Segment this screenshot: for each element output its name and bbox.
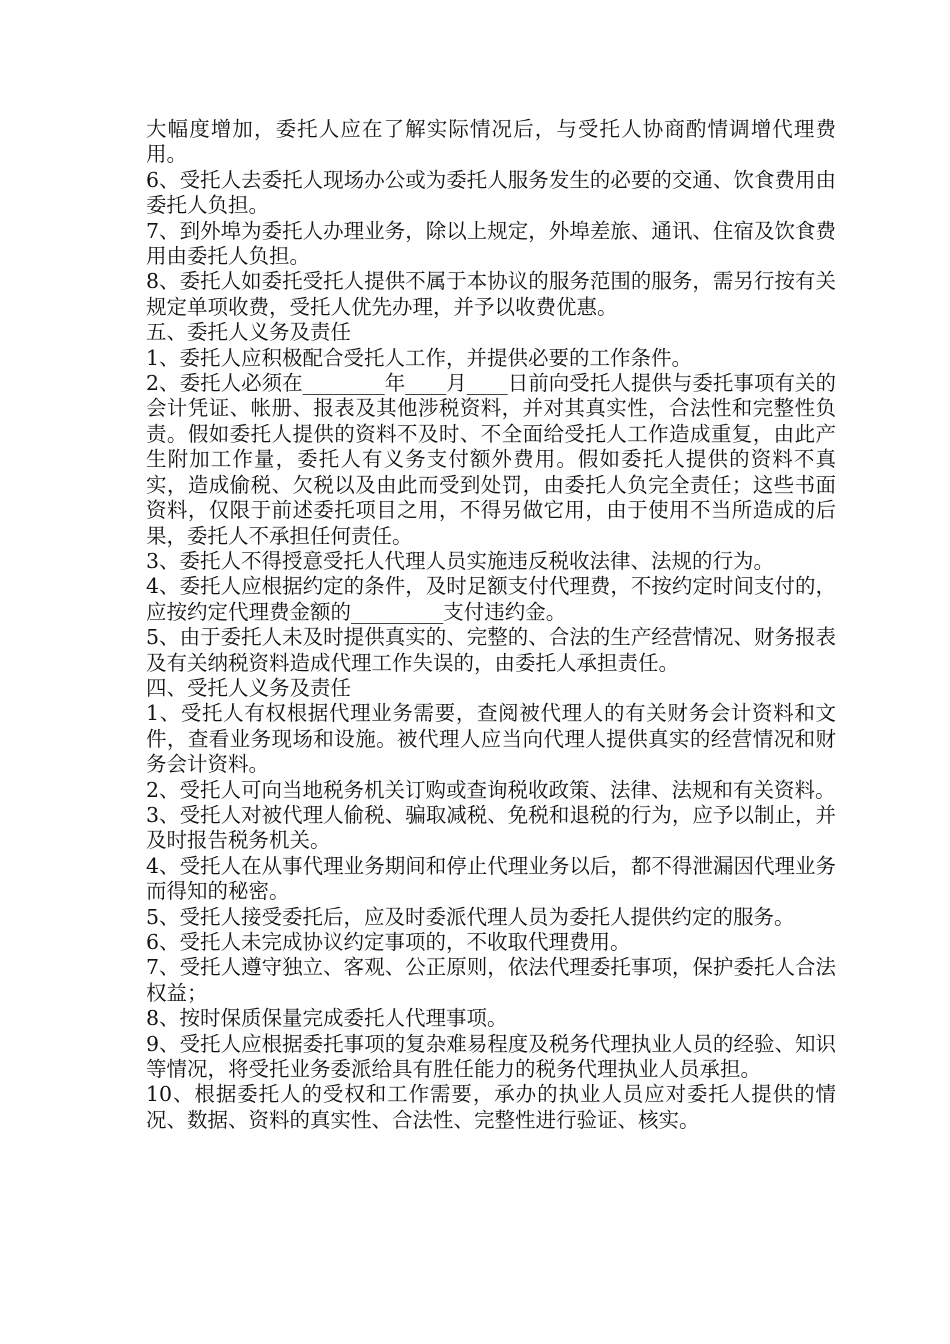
paragraph-client-5: 5、由于委托人未及时提供真实的、完整的、合法的生产经营情况、财务报表及有关纳税资料造成代理工作失误的，由委托人承担责任。	[146, 625, 836, 675]
paragraph-continued-fee-adjustment: 大幅度增加，委托人应在了解实际情况后，与受托人协商酌情调增代理费用。	[146, 117, 836, 167]
paragraph-agent-5: 5、受托人接受委托后，应及时委派代理人员为委托人提供约定的服务。	[146, 904, 795, 929]
paragraph-client-3: 3、委托人不得授意受托人代理人员实施违反税收法律、法规的行为。	[146, 548, 775, 573]
paragraph-agent-10: 10、根据委托人的受权和工作需要，承办的执业人员应对委托人提供的情况、数据、资料的真实性、合法性、完整性进行验证、核实。	[146, 1082, 836, 1132]
paragraph-client-1: 1、委托人应积极配合受托人工作，并提供必要的工作条件。	[146, 345, 693, 370]
paragraph-client-2: 2、委托人必须在________年____月____日前向受托人提供与委托事项有关的会计凭证、帐册、报表及其他涉税资料，并对其真实性，合法性和完整性负责。假如委托人提供的资料不及时、不全面给受托人工作造成重复，由此产生附加工作量，委托人有义务支付额外费用。假如委托人提供的资料不真实，造成偷税、欠税以及由此而受到处罚，由委托人负完全责任；这些书面资料，仅限于前述委托项目之用，不得另做它用，由于使用不当所造成的后果，委托人不承担任何责任。	[146, 371, 836, 548]
paragraph-agent-6: 6、受托人未完成协议约定事项的，不收取代理费用。	[146, 930, 631, 954]
paragraph-agent-8: 8、按时保质保量完成委托人代理事项。	[146, 1006, 508, 1031]
document-page	[146, 117, 836, 1133]
section-heading-agent-obligations: 四、受托人义务及责任	[146, 675, 351, 700]
section-heading-client-obligations: 五、委托人义务及责任	[146, 320, 351, 345]
paragraph-agent-3: 3、受托人对被代理人偷税、骗取减税、免税和退税的行为，应予以制止，并及时报告税务机关。	[146, 802, 836, 853]
paragraph-fee-8: 8、委托人如委托受托人提供不属于本协议的服务范围的服务，需另行按有关规定单项收费，受托人优先办理，并予以收费优惠。	[146, 269, 836, 319]
paragraph-fee-7: 7、到外埠为委托人办理业务，除以上规定，外埠差旅、通讯、住宿及饮食费用由委托人负担。	[146, 218, 836, 269]
paragraph-agent-4: 4、受托人在从事代理业务期间和停止代理业务以后，都不得泄漏因代理业务而得知的秘密。	[146, 853, 836, 904]
paragraph-agent-2: 2、受托人可向当地税务机关订购或查询税收政策、法律、法规和有关资料。	[146, 777, 836, 802]
paragraph-fee-6: 6、受托人去委托人现场办公或为委托人服务发生的必要的交通、饮食费用由委托人负担。	[146, 167, 836, 218]
paragraph-agent-9: 9、受托人应根据委托事项的复杂难易程度及税务代理执业人员的经验、知识等情况，将受托业务委派给具有胜任能力的税务代理执业人员承担。	[146, 1031, 836, 1082]
paragraph-client-4: 4、委托人应根据约定的条件，及时足额支付代理费，不按约定时间支付的，应按约定代理费金额的_________支付违约金。	[146, 574, 836, 624]
paragraph-agent-1: 1、受托人有权根据代理业务需要，查阅被代理人的有关财务会计资料和文件，查看业务现场和设施。被代理人应当向代理人提供真实的经营情况和财务会计资料。	[146, 701, 836, 777]
paragraph-agent-7: 7、受托人遵守独立、客观、公正原则，依法代理委托事项，保护委托人合法权益；	[146, 955, 836, 1005]
